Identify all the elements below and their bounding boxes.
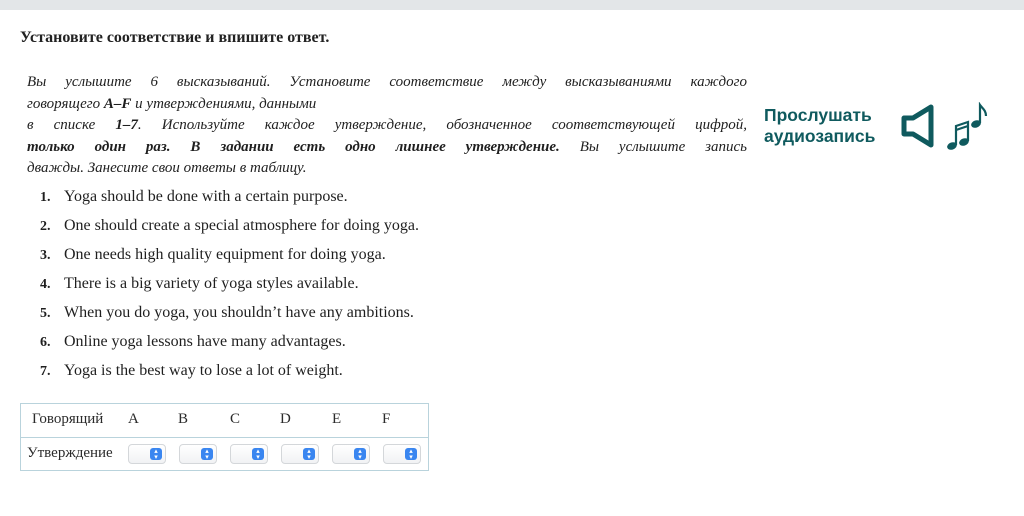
select-arrows-icon: ▴ ▾ [354, 448, 366, 460]
list-item: 7. Yoga is the best way to lose a lot of weight. [40, 362, 343, 379]
answer-select-b[interactable] [179, 444, 217, 464]
list-item: 3. One needs high quality equipment for doing yoga. [40, 246, 386, 263]
answer-table [20, 403, 429, 471]
select-arrows-icon: ▴ ▾ [201, 448, 213, 460]
answer-select-c[interactable] [230, 444, 268, 464]
list-item: 2. One should create a special atmosphere for doing yoga. [40, 217, 419, 234]
speaker-letter-f: F [382, 411, 391, 427]
instructions-line-2: говорящего A–F и утверждениями, данными [27, 95, 317, 112]
statements-list [40, 188, 419, 391]
table-answer-row [21, 438, 428, 471]
list-item: 4. There is a big variety of yoga styles available. [40, 275, 359, 292]
list-item: 6. Online yoga lessons have many advantages. [40, 333, 346, 350]
speaker-icon[interactable] [900, 103, 940, 149]
answer-select-a[interactable] [128, 444, 166, 464]
list-item: 1. Yoga should be done with a certain purpose. [40, 188, 348, 205]
answer-select-e[interactable] [332, 444, 370, 464]
select-arrows-icon: ▴ ▾ [252, 448, 264, 460]
instructions-line-4: только один раз. В задании есть одно лишнее утверждение. Вы услышите запись [27, 138, 747, 155]
speaker-letter-e: E [332, 411, 342, 427]
select-arrows-icon: ▴ ▾ [303, 448, 315, 460]
list-item: 5. When you do yoga, you shouldn’t have any ambitions. [40, 304, 414, 321]
speaker-letter-c: C [230, 411, 241, 427]
statement-answer-label: Утверждение [27, 445, 113, 461]
play-audio-button[interactable] [764, 98, 988, 154]
speaker-letter-d: D [280, 411, 291, 427]
speaker-letter-b: B [178, 411, 189, 427]
select-arrows-icon: ▴ ▾ [405, 448, 417, 460]
top-bar [0, 0, 1024, 10]
instructions-line-1: Вы услышите 6 высказываний. Установите соответствие между высказываниями каждого [27, 74, 747, 90]
table-header-row [21, 404, 428, 438]
task-instructions [27, 72, 747, 180]
play-audio-label[interactable]: Прослушать аудиозапись [764, 105, 876, 146]
instructions-line-5: дважды. Занесите свои ответы в таблицу. [27, 160, 307, 176]
music-notes-icon [944, 102, 988, 154]
task-title: Установите соответствие и впишите ответ. [20, 29, 330, 46]
answer-select-f[interactable] [383, 444, 421, 464]
instructions-line-3: в списке 1–7. Используйте каждое утверждение, обозначенное соответствующей цифрой, [27, 117, 747, 133]
answer-select-d[interactable] [281, 444, 319, 464]
speaker-letter-a: A [128, 411, 139, 427]
select-arrows-icon: ▴ ▾ [150, 448, 162, 460]
speaker-header-label: Говорящий [32, 411, 104, 427]
